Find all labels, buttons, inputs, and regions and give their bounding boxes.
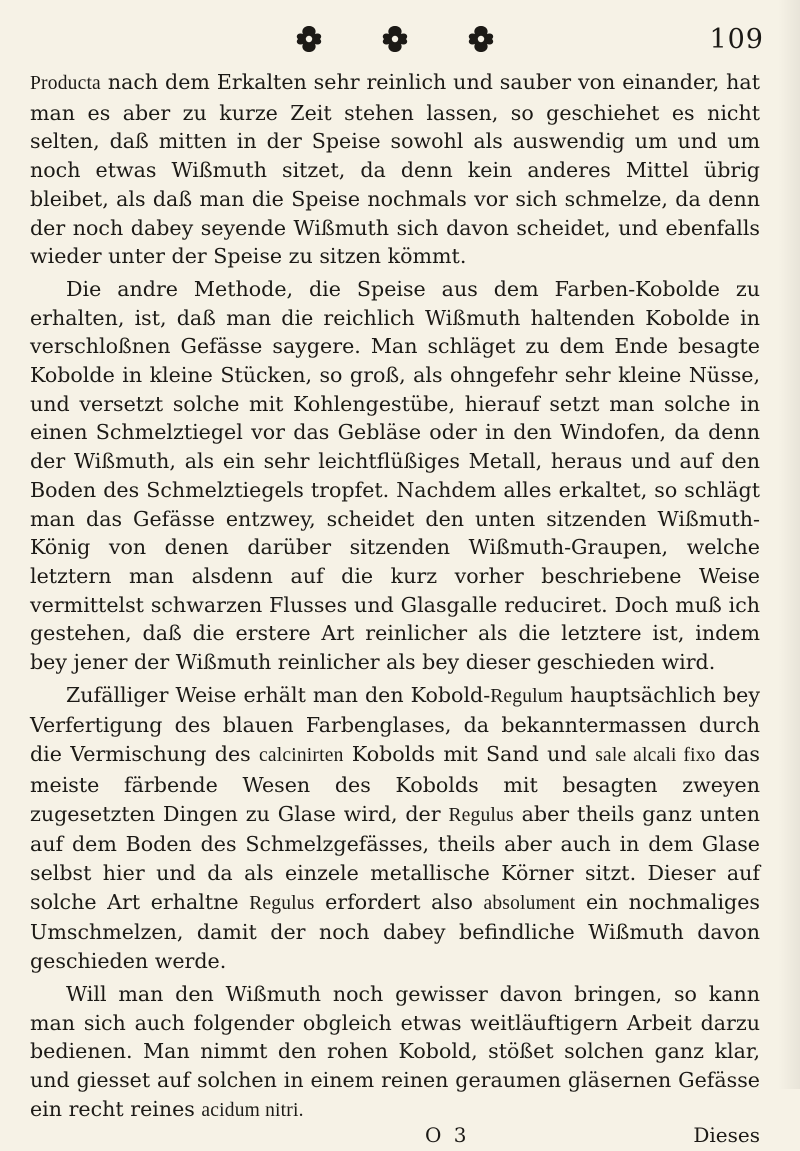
latin-term: acidum nitri.: [201, 1099, 304, 1121]
text-run: Kobolds mit Sand und: [343, 742, 596, 767]
latin-term: Regulum: [490, 685, 564, 707]
text-run: das meiste färbende Wesen des Kobolds mit besagten zweyen zugesetzten Dingen zu Glase wird, der: [30, 742, 760, 826]
paragraph-1: [30, 68, 760, 271]
latin-term: calcinirten: [259, 745, 344, 767]
signature-mark: O 3: [425, 1123, 470, 1148]
paragraph-4: [30, 980, 760, 1126]
latin-term: Regulus: [448, 804, 514, 826]
page-edge-shadow: [778, 0, 800, 1089]
page-footer: [30, 1123, 760, 1151]
paragraph-2: [30, 275, 760, 677]
latin-term: sale alcali fixo: [595, 745, 716, 767]
text-run: hauptsächlich bey Verfertigung des blauen Farbenglases, da bekanntermassen durch die Vermischung des: [30, 682, 760, 767]
fleuron-icon: [292, 24, 326, 54]
header-ornaments: [292, 24, 498, 54]
fleuron-icon: [378, 24, 412, 54]
text-run: nach dem Erkalten sehr reinlich und sauber von einander, hat man es aber zu kurze Zeit stehen lassen, so geschiehet es nicht selten, daß mitten in der Speise sowohl als auswendig um und um noch etwas Wißmuth sitzet, da denn kein anderes Mittel übrig bleibet, als daß man die Speise nochmals vor sich schmelze, da denn der noch dabey seyende Wißmuth sich davon scheidet, und ebenfalls wieder unter der Speise zu sitzen kömmt.: [30, 70, 760, 269]
page-number: 109: [709, 24, 764, 55]
page-header: [30, 22, 764, 68]
text-run: erfordert also: [314, 889, 484, 914]
text-run: ein nochmaliges Umschmelzen, damit der noch dabey befindliche Wißmuth davon geschieden werde.: [30, 889, 760, 974]
latin-term: absolument: [483, 892, 576, 914]
latin-term: Regulus: [249, 892, 315, 914]
text-run: Will man den Wißmuth noch gewisser davon bringen, so kann man sich auch folgender obgleich etwas weitläuftigern Arbeit darzu bedienen. Man nimmt den rohen Kobold, stößet solchen ganz klar, und giesset auf solchen in einem reinen geraumen gläsernen Gefässe ein recht reines: [30, 981, 760, 1121]
latin-term: Producta: [30, 73, 101, 94]
text-run: Zufälliger Weise erhält man den Kobold-: [66, 682, 491, 707]
fleuron-icon: [464, 24, 498, 54]
catchword: Dieses: [693, 1123, 760, 1148]
text-run: aber theils ganz unten auf dem Boden des Schmelzgefässes, theils aber auch in dem Glase selbst hier und da als einzele metallische Körner sitzt. Dieser auf solche Art erhaltne: [30, 801, 760, 914]
text-run: Die andre Methode, die Speise aus dem Farben-Kobolde zu erhalten, ist, daß man die reichlich Wißmuth haltenden Kobolde in verschloßnen Gefässe saygere. Man schläget zu dem Ende besagte Kobolde in kleine Stücken, so groß, als ohngefehr sehr kleine Nüsse, und versetzt solche mit Kohlengestübe, hierauf setzt man solche in einen Schmelztiegel vor das Gebläse oder in den Windofen, da denn der Wißmuth, als ein sehr leichtflüßiges Metall, heraus und auf den Boden des Schmelztiegels tropfet. Nachdem alles erkaltet, so schlägt man das Gefässe entzwey, scheidet den unten sitzenden Wißmuth-König von denen darüber sitzenden Wißmuth-Graupen, welche letztern man alsdenn auf die kurz vorher beschriebene Weise vermittelst schwarzen Flusses und Glasgalle reduciret. Doch muß ich gestehen, daß die erstere Art reinlicher als die letztere ist, indem bey jener der Wißmuth reinlicher als bey dieser geschieden wird.: [30, 276, 760, 675]
paragraph-3: [30, 681, 760, 976]
